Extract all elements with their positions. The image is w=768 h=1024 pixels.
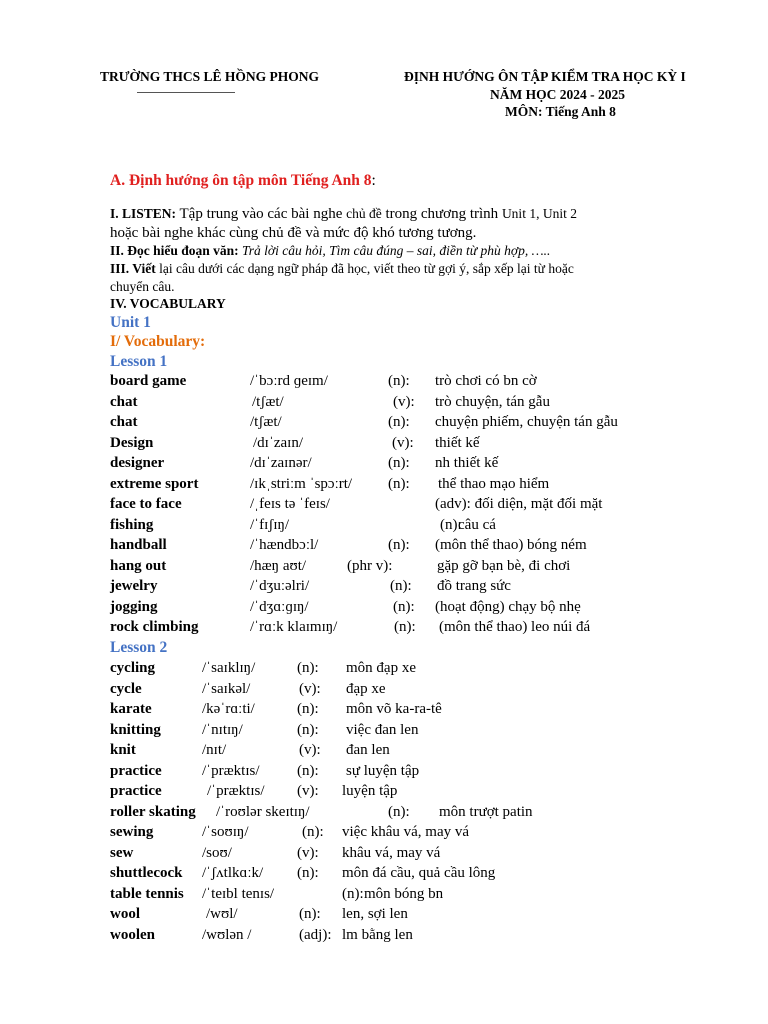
vocab-part-of-speech: (n): bbox=[297, 762, 319, 779]
vocab-pronunciation: /ˈfɪʃɪŋ/ bbox=[250, 516, 290, 533]
vocab-part-of-speech: (n): bbox=[297, 701, 319, 717]
vocab-part-of-speech: (v): bbox=[299, 742, 321, 758]
lesson-2-vocab-row bbox=[110, 701, 750, 721]
writing-text: lại câu dưới các dạng ngữ pháp đã học, viết theo từ gợi ý, sắp xếp lại từ hoặc bbox=[155, 261, 574, 276]
vocab-meaning: môn võ ka-ra-tê bbox=[346, 701, 442, 717]
lesson-1-vocab-row bbox=[110, 578, 750, 598]
document-title: ĐỊNH HƯỚNG ÔN TẬP KIỂM TRA HỌC KỲ I bbox=[404, 69, 686, 84]
vocab-pronunciation: /ˈhændbɔːl/ bbox=[250, 537, 319, 553]
vocab-word: extreme sport bbox=[110, 475, 199, 492]
vocab-part-of-speech: (n): bbox=[299, 906, 321, 922]
vocab-word: fishing bbox=[110, 516, 154, 533]
school-name: TRƯỜNG THCS LÊ HỒNG PHONG bbox=[100, 69, 320, 84]
vocab-word: rock climbing bbox=[110, 619, 199, 635]
vocab-pronunciation: /ˌfeɪs tə ˈfeɪs/ bbox=[250, 496, 330, 512]
lesson-2-vocab-row bbox=[110, 681, 750, 701]
vocab-pronunciation: /hæŋ aʊt/ bbox=[250, 557, 307, 574]
lesson-1-vocab-row bbox=[110, 455, 750, 475]
lesson-1-vocab-row bbox=[110, 435, 750, 455]
vocab-part-of-speech: (n): bbox=[388, 414, 410, 430]
listen-label: I. LISTEN: bbox=[110, 206, 177, 221]
vocab-meaning: môn bóng bn bbox=[364, 885, 444, 902]
vocab-pronunciation: /ˈsaɪklɪŋ/ bbox=[202, 660, 256, 676]
vocab-meaning: môn trượt patin bbox=[439, 803, 533, 820]
vocab-part-of-speech: (n): bbox=[297, 865, 319, 881]
lesson-1-vocab-row bbox=[110, 394, 750, 414]
vocab-meaning: chuyện phiếm, chuyện tán gẫu bbox=[435, 414, 618, 430]
section-a-colon: : bbox=[371, 172, 376, 189]
vocab-part-of-speech: (n): bbox=[342, 885, 364, 902]
lesson-2-vocab-row bbox=[110, 742, 750, 762]
vocab-part-of-speech: (n): bbox=[388, 803, 410, 820]
vocab-word: wool bbox=[110, 906, 140, 922]
vocab-meaning: trò chuyện, tán gẫu bbox=[435, 393, 550, 410]
lesson-1-vocab-row bbox=[110, 599, 750, 619]
vocab-part-of-speech: (n): bbox=[388, 455, 410, 471]
vocab-meaning: sự luyện tập bbox=[346, 762, 420, 779]
vocab-pronunciation: /ˈdʒɑːɡɪŋ/ bbox=[250, 598, 309, 615]
header-underline bbox=[137, 92, 235, 93]
vocab-meaning: đan len bbox=[346, 742, 390, 758]
vocab-pronunciation: /nɪt/ bbox=[202, 742, 227, 758]
lesson-2-vocab-row bbox=[110, 804, 750, 824]
vocab-meaning: gặp gỡ bạn bè, đi chơi bbox=[437, 557, 571, 574]
vocab-pronunciation: /ˈteɪbl tenɪs/ bbox=[202, 885, 275, 902]
lesson-2-vocab-row bbox=[110, 824, 750, 844]
lesson-2-vocab-row bbox=[110, 865, 750, 885]
lesson-1-vocab-row bbox=[110, 537, 750, 557]
lesson-1-heading: Lesson 1 bbox=[110, 353, 168, 370]
section-a-title-text: A. Định hướng ôn tập môn Tiếng Anh 8 bbox=[110, 172, 372, 189]
vocab-word: Design bbox=[110, 434, 154, 451]
vocab-meaning: đạp xe bbox=[346, 680, 386, 697]
vocab-word: face to face bbox=[110, 496, 182, 512]
vocab-word: hang out bbox=[110, 557, 167, 574]
vocab-word: jewelry bbox=[110, 578, 158, 594]
vocab-pronunciation: /ˈpræktɪs/ bbox=[202, 762, 260, 779]
listen-text-2: chủ đề bbox=[346, 206, 382, 221]
reading-paragraph bbox=[110, 243, 550, 259]
vocab-meaning: lm bằng len bbox=[342, 926, 413, 943]
vocab-word: knit bbox=[110, 742, 136, 758]
vocab-word: cycle bbox=[110, 680, 142, 697]
vocab-part-of-speech: (n): bbox=[388, 537, 410, 553]
listen-line-2: hoặc bài nghe khác cùng chủ đề và mức độ khó tương tương. bbox=[110, 225, 477, 241]
vocabulary-heading: IV. VOCABULARY bbox=[110, 296, 226, 311]
listen-text-1: Tập trung vào các bài nghe bbox=[176, 206, 347, 222]
listen-paragraph bbox=[110, 206, 577, 223]
vocab-word: karate bbox=[110, 701, 152, 717]
vocab-word: practice bbox=[110, 762, 162, 779]
vocab-word: knitting bbox=[110, 721, 161, 738]
vocab-pronunciation: /wʊl/ bbox=[206, 906, 238, 922]
lesson-2-vocab-row bbox=[110, 763, 750, 783]
vocab-meaning: (môn thể thao) leo núi đá bbox=[439, 619, 591, 635]
lesson-2-vocab-row bbox=[110, 660, 750, 680]
reading-label: II. Đọc hiểu đoạn văn: bbox=[110, 243, 239, 258]
lesson-2-vocab-row bbox=[110, 927, 750, 947]
vocab-pronunciation: /ˈpræktɪs/ bbox=[207, 783, 265, 799]
vocab-meaning: việc khâu vá, may vá bbox=[342, 824, 470, 840]
lesson-2-vocab-row bbox=[110, 783, 750, 803]
vocab-meaning: len, sợi len bbox=[342, 906, 408, 922]
vocab-pronunciation: /wʊlən / bbox=[202, 926, 252, 943]
writing-line-2: chuyển câu. bbox=[110, 279, 175, 294]
vocab-pronunciation: /soʊ/ bbox=[202, 844, 232, 861]
vocab-word: practice bbox=[110, 783, 162, 799]
vocab-part-of-speech: (phr v): bbox=[347, 557, 393, 574]
vocab-pronunciation: /tʃæt/ bbox=[250, 414, 282, 430]
lesson-2-vocab-row bbox=[110, 845, 750, 865]
writing-paragraph bbox=[110, 261, 574, 277]
vocab-part-of-speech: (n): bbox=[440, 516, 462, 533]
lesson-1-vocab-row bbox=[110, 496, 750, 516]
vocab-word: table tennis bbox=[110, 885, 184, 902]
vocab-pronunciation: /ˈdʒuːəlri/ bbox=[250, 578, 310, 594]
vocab-meaning: luyện tập bbox=[342, 783, 398, 799]
listen-text-3: trong chương trình bbox=[381, 206, 502, 222]
vocab-part-of-speech: (v): bbox=[297, 783, 319, 799]
vocab-word: cycling bbox=[110, 660, 155, 676]
vocab-part-of-speech: (n): bbox=[394, 619, 416, 635]
vocab-word: sewing bbox=[110, 824, 154, 840]
lesson-1-vocab-row bbox=[110, 619, 750, 639]
vocab-part-of-speech: (n): bbox=[388, 373, 410, 389]
vocab-part-of-speech: (n): bbox=[297, 660, 319, 676]
vocab-part-of-speech: (v): bbox=[299, 680, 321, 697]
vocab-word: chat bbox=[110, 414, 138, 430]
vocab-word: handball bbox=[110, 537, 167, 553]
listen-text-4: Unit 1, Unit 2 bbox=[501, 206, 577, 221]
vocab-meaning: (môn thể thao) bóng ném bbox=[435, 537, 587, 553]
lesson-2-vocab-row bbox=[110, 906, 750, 926]
lesson-1-vocab-row bbox=[110, 414, 750, 434]
lesson-2-vocab-row bbox=[110, 886, 750, 906]
subject-label: MÔN: Tiếng Anh 8 bbox=[505, 104, 616, 119]
lesson-2-vocab-row bbox=[110, 722, 750, 742]
vocab-pronunciation: /dɪˈzaɪn/ bbox=[253, 434, 303, 451]
vocab-part-of-speech: (v): bbox=[392, 434, 414, 451]
vocab-pronunciation: /kəˈrɑːti/ bbox=[202, 701, 255, 717]
school-year: NĂM HỌC 2024 - 2025 bbox=[490, 87, 625, 102]
lesson-1-vocab-row bbox=[110, 373, 750, 393]
lesson-1-vocab-row bbox=[110, 476, 750, 496]
vocab-part-of-speech: (n): bbox=[393, 598, 415, 615]
vocab-pronunciation: /ˈsaɪkəl/ bbox=[202, 680, 251, 697]
vocab-word: jogging bbox=[110, 598, 158, 615]
vocab-pronunciation: /dɪˈzaɪnər/ bbox=[250, 455, 312, 471]
lesson-2-heading: Lesson 2 bbox=[110, 639, 168, 656]
vocab-pronunciation: /tʃæt/ bbox=[252, 393, 284, 410]
vocab-pronunciation: /ˈroʊlər skeɪtɪŋ/ bbox=[216, 803, 310, 820]
vocab-meaning: việc đan len bbox=[346, 721, 419, 738]
vocab-pronunciation: /ˈbɔːrd ɡeɪm/ bbox=[250, 373, 328, 389]
vocab-meaning: khâu vá, may vá bbox=[342, 844, 441, 861]
vocab-pronunciation: /ɪkˌstriːm ˈspɔːrt/ bbox=[250, 475, 353, 492]
vocab-meaning: (hoạt động) chạy bộ nhẹ bbox=[435, 598, 581, 615]
reading-text: Trả lời câu hỏi, Tìm câu đúng – sai, điền từ phù hợp, ….. bbox=[238, 243, 551, 258]
vocab-meaning: thể thao mạo hiểm bbox=[438, 475, 550, 492]
vocab-part-of-speech: (adj): bbox=[299, 926, 332, 943]
lesson-1-vocab-row bbox=[110, 517, 750, 537]
unit-heading: Unit 1 bbox=[110, 314, 151, 331]
vocab-pronunciation: /ˈnɪtɪŋ/ bbox=[202, 721, 243, 738]
vocab-part-of-speech: (v): bbox=[393, 393, 415, 410]
vocab-part-of-speech: (n): bbox=[297, 721, 319, 738]
vocab-part-of-speech: (v): bbox=[297, 844, 319, 861]
vocab-pronunciation: /ˈrɑːk klaɪmɪŋ/ bbox=[250, 619, 338, 635]
vocab-meaning: đồ trang sức bbox=[437, 578, 511, 594]
vocab-part-of-speech: (n): bbox=[390, 578, 412, 594]
vocab-pronunciation: /ˈsoʊɪŋ/ bbox=[202, 824, 249, 840]
vocab-part-of-speech: (n): bbox=[388, 475, 410, 492]
vocab-meaning: môn đá cầu, quả cầu lông bbox=[342, 865, 496, 881]
vocab-part-of-speech: (n): bbox=[302, 824, 324, 840]
lesson-1-vocab-row bbox=[110, 558, 750, 578]
vocab-word: roller skating bbox=[110, 803, 196, 820]
vocab-part-of-speech-and-meaning: (adv): đối diện, mặt đối mặt bbox=[435, 496, 603, 512]
vocab-meaning: nh thiết kế bbox=[435, 455, 499, 471]
vocab-meaning: câu cá bbox=[458, 516, 496, 533]
vocab-meaning: thiết kế bbox=[435, 434, 480, 451]
writing-label: III. Viết bbox=[110, 261, 156, 276]
vocab-word: designer bbox=[110, 455, 165, 471]
vocabulary-subheading: I/ Vocabulary: bbox=[110, 333, 206, 350]
vocab-meaning: trò chơi có bn cờ bbox=[435, 373, 537, 389]
vocab-pronunciation: /ˈʃʌtlkɑːk/ bbox=[202, 865, 264, 881]
vocab-word: chat bbox=[110, 393, 138, 410]
vocab-meaning: môn đạp xe bbox=[346, 660, 416, 676]
vocab-word: woolen bbox=[110, 926, 155, 943]
vocab-word: board game bbox=[110, 373, 187, 389]
section-a-title bbox=[110, 172, 376, 190]
vocab-word: sew bbox=[110, 844, 134, 861]
vocab-word: shuttlecock bbox=[110, 865, 183, 881]
